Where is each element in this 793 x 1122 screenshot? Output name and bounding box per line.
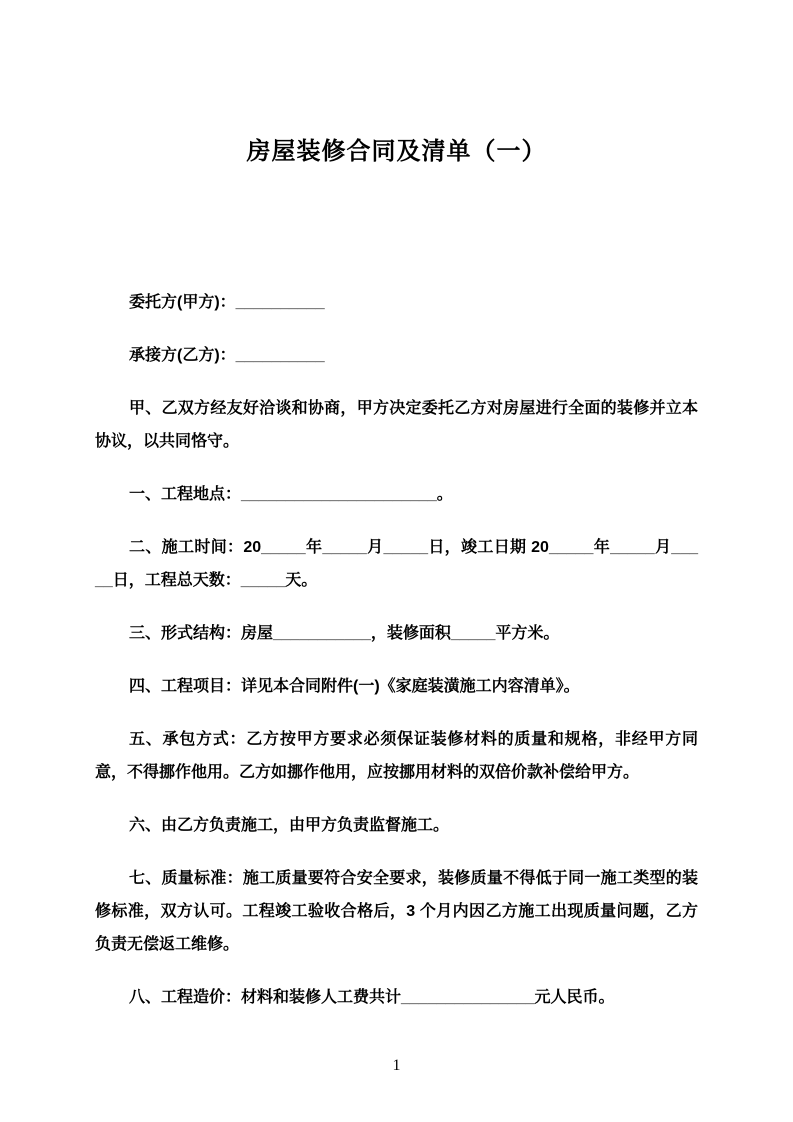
clause-2-construction-time: 二、施工时间：20_____年_____月_____日，竣工日期 20_____年_____月_____日，工程总天数：_____天。 [95, 539, 698, 589]
clause-7-quality-standard: 七、质量标准：施工质量要符合安全要求，装修质量不得低于同一施工类型的装修标准，双方认可。工程竣工验收合格后，3 个月内因乙方施工出现质量问题，乙方负责无偿返工维修。 [95, 870, 698, 953]
clause-6-responsibility: 六、由乙方负责施工，由甲方负责监督施工。 [129, 817, 450, 834]
party-a-line: 委托方(甲方)：__________ [129, 294, 325, 311]
page-number: 1 [392, 1057, 401, 1074]
clause-5-contracting-method: 五、承包方式：乙方按甲方要求必须保证装修材料的质量和规格，非经甲方同意，不得挪作他用。乙方如挪作他用，应按挪用材料的双倍价款补偿给甲方。 [95, 731, 698, 781]
clause-8-project-cost: 八、工程造价：材料和装修人工费共计_______________元人民币。 [129, 989, 615, 1006]
clause-1-project-location: 一、工程地点：______________________。 [129, 486, 453, 503]
clause-3-structure-type: 三、形式结构：房屋___________，装修面积_____平方米。 [129, 625, 560, 642]
intro-paragraph: 甲、乙双方经友好洽谈和协商，甲方决定委托乙方对房屋进行全面的装修并立本协议，以共同恪守。 [95, 400, 698, 450]
document-title: 房屋装修合同及清单（一） [246, 138, 547, 165]
party-b-line: 承接方(乙方)：__________ [129, 347, 325, 364]
clause-4-project-items: 四、工程项目：详见本合同附件(一)《家庭装潢施工内容清单》。 [129, 678, 580, 695]
